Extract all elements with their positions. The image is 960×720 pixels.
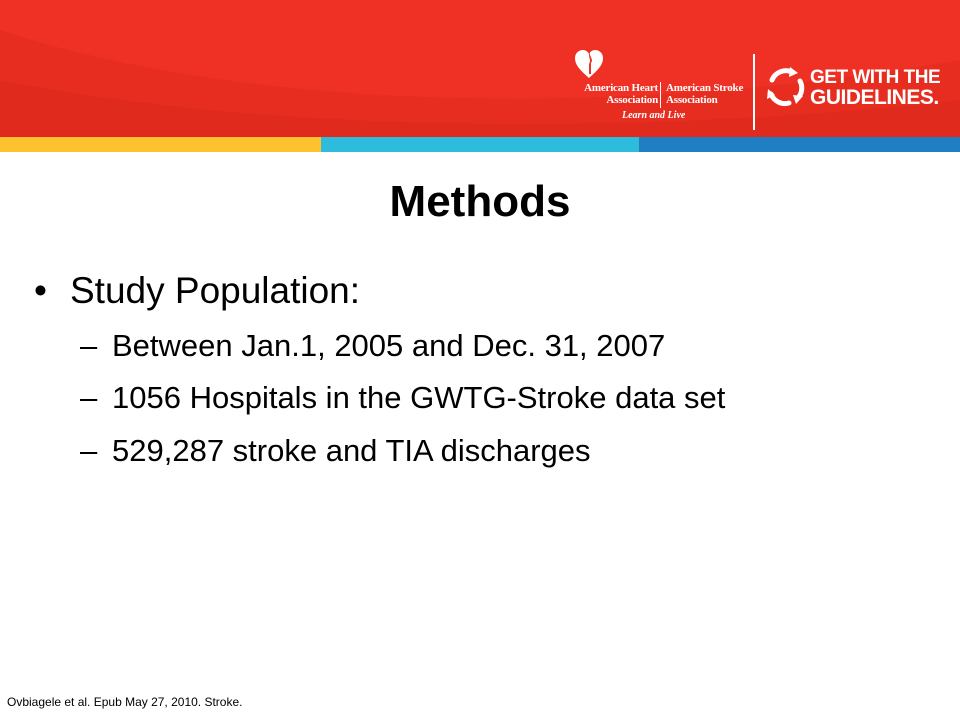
gwtg-wordmark-line1: GET WITH THE [810, 67, 941, 88]
aha-asa-logo [574, 48, 744, 124]
gwtg-wordmark-line2: GUIDELINES. [810, 86, 939, 109]
header-banner [0, 0, 960, 137]
subitem-text: Between Jan.1, 2005 and Dec. 31, 2007 [112, 328, 666, 363]
dash-marker: – [80, 328, 98, 363]
bullet-study-population [34, 266, 360, 316]
aha-tagline: Learn and Live [622, 110, 686, 121]
citation-footnote: Ovbiagele et al. Epub May 27, 2010. Stroke. [7, 695, 243, 709]
stripe-yellow [0, 137, 321, 152]
subitem-text: 529,287 stroke and TIA discharges [112, 433, 591, 468]
bullet-text: Study Population: [70, 270, 361, 311]
cycle-arrows-icon [764, 66, 806, 108]
subitem-text: 1056 Hospitals in the GWTG-Stroke data set [112, 380, 726, 415]
dash-marker: – [80, 433, 98, 468]
aha-wordmark: American Heart Association [584, 82, 658, 106]
subitem-discharges [80, 430, 591, 472]
logo-separator [660, 82, 661, 108]
header-divider [753, 54, 755, 130]
slide-title: Methods [389, 177, 571, 226]
subitem-hospitals [80, 377, 725, 419]
asa-wordmark: American Stroke Association [666, 82, 744, 106]
dash-marker: – [80, 380, 98, 415]
stripe-blue [639, 137, 960, 152]
subitem-date-range [80, 325, 665, 367]
stripe-cyan [321, 137, 639, 152]
heart-torch-icon [574, 48, 604, 80]
bullet-marker: • [34, 270, 47, 311]
get-with-the-guidelines-logo [764, 66, 954, 116]
